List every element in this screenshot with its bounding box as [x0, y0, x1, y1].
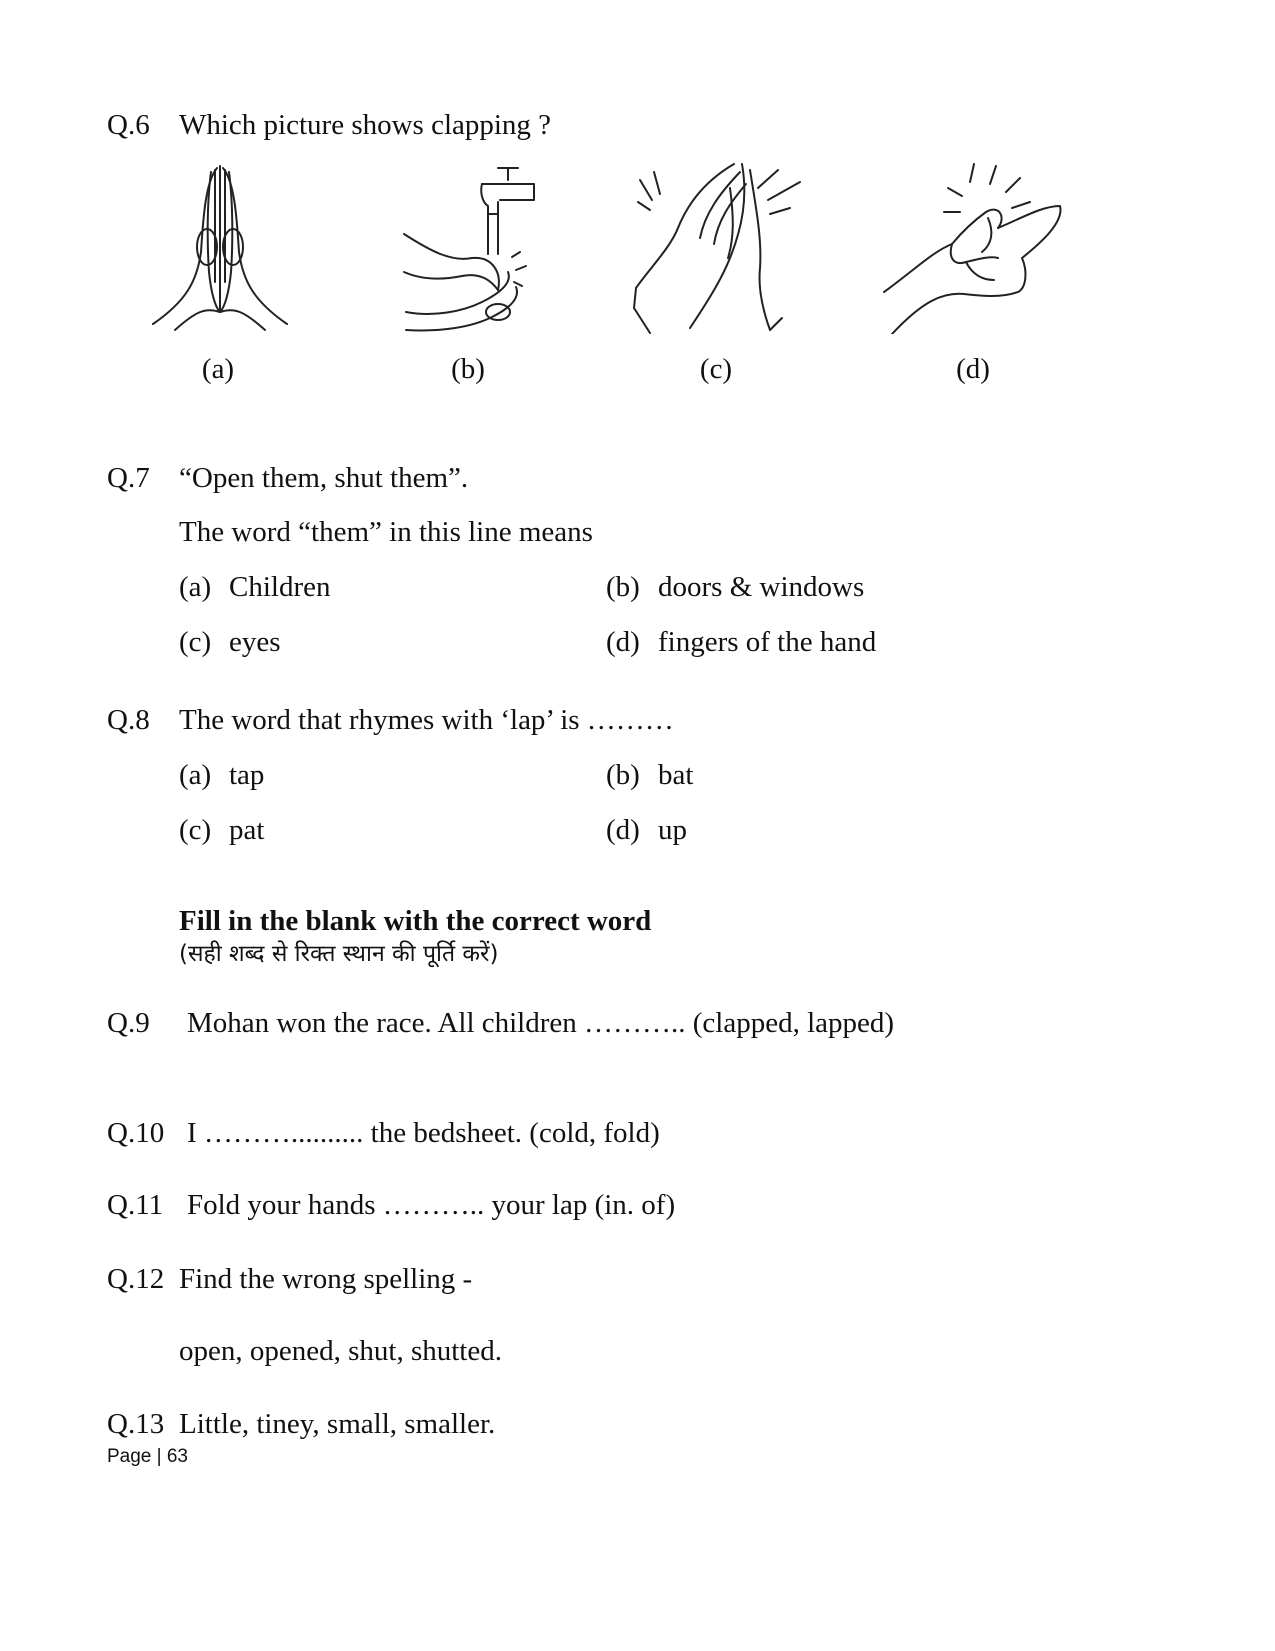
option-c-picture[interactable] — [630, 158, 805, 336]
option-d-label: (d) — [956, 353, 990, 385]
q7-option-d[interactable]: (d) fingers of the hand — [606, 626, 877, 658]
section-hindi-instruction: (सही शब्द से रिक्त स्थान की पूर्ति करें) — [179, 941, 499, 967]
option-b-label: (b) — [451, 353, 485, 385]
question-number: Q.10 — [107, 1117, 165, 1149]
question-13 — [107, 1407, 495, 1441]
question-number: Q.12 — [107, 1263, 165, 1295]
question-number: Q.9 — [107, 1007, 150, 1039]
washing-hands-icon — [402, 162, 542, 337]
question-text: I ……….......... the bedsheet. (cold, fold) — [187, 1117, 660, 1149]
question-text: The word that rhymes with ‘lap’ is ……… — [179, 704, 674, 736]
option-d-picture[interactable] — [882, 162, 1067, 334]
q7-option-c[interactable]: (c) eyes — [179, 626, 281, 658]
page-number: Page | 63 — [107, 1446, 189, 1467]
snapping-fingers-icon — [882, 162, 1067, 334]
q8-option-b[interactable]: (b) bat — [606, 759, 694, 791]
clapping-hands-icon — [630, 158, 805, 336]
question-text: Fold your hands ……….. your lap (in. of) — [187, 1189, 676, 1221]
q7-option-a[interactable]: (a) Children — [179, 571, 331, 603]
question-number: Q.7 — [107, 462, 150, 494]
q8-option-a[interactable]: (a) tap — [179, 759, 265, 791]
option-a-picture[interactable] — [145, 162, 295, 334]
question-text: Which picture shows clapping ? — [179, 109, 552, 141]
question-number: Q.13 — [107, 1408, 165, 1440]
option-a-label: (a) — [201, 353, 235, 385]
question-number: Q.8 — [107, 704, 150, 736]
question-9 — [107, 1006, 894, 1040]
question-number: Q.6 — [107, 109, 150, 141]
question-11 — [107, 1188, 675, 1222]
question-text: Mohan won the race. All children ……….. (clapped, lapped) — [187, 1007, 895, 1039]
section-heading: Fill in the blank with the correct word — [179, 905, 652, 937]
question-text: Find the wrong spelling - — [179, 1263, 473, 1295]
q8-option-c[interactable]: (c) pat — [179, 814, 265, 846]
option-b-picture[interactable] — [402, 162, 542, 337]
praying-hands-icon — [145, 162, 295, 334]
question-12 — [107, 1262, 472, 1296]
question-6 — [107, 108, 551, 142]
question-7 — [107, 461, 468, 495]
question-7-subtext: The word “them” in this line means — [179, 516, 593, 548]
question-text: Little, tiney, small, smaller. — [179, 1408, 496, 1440]
question-12-subtext: open, opened, shut, shutted. — [179, 1335, 502, 1367]
option-c-label: (c) — [699, 353, 733, 385]
question-text: “Open them, shut them”. — [179, 462, 469, 494]
question-10 — [107, 1116, 660, 1150]
question-number: Q.11 — [107, 1189, 164, 1221]
question-8 — [107, 703, 674, 737]
q7-option-b[interactable]: (b) doors & windows — [606, 571, 865, 603]
q8-option-d[interactable]: (d) up — [606, 814, 687, 846]
